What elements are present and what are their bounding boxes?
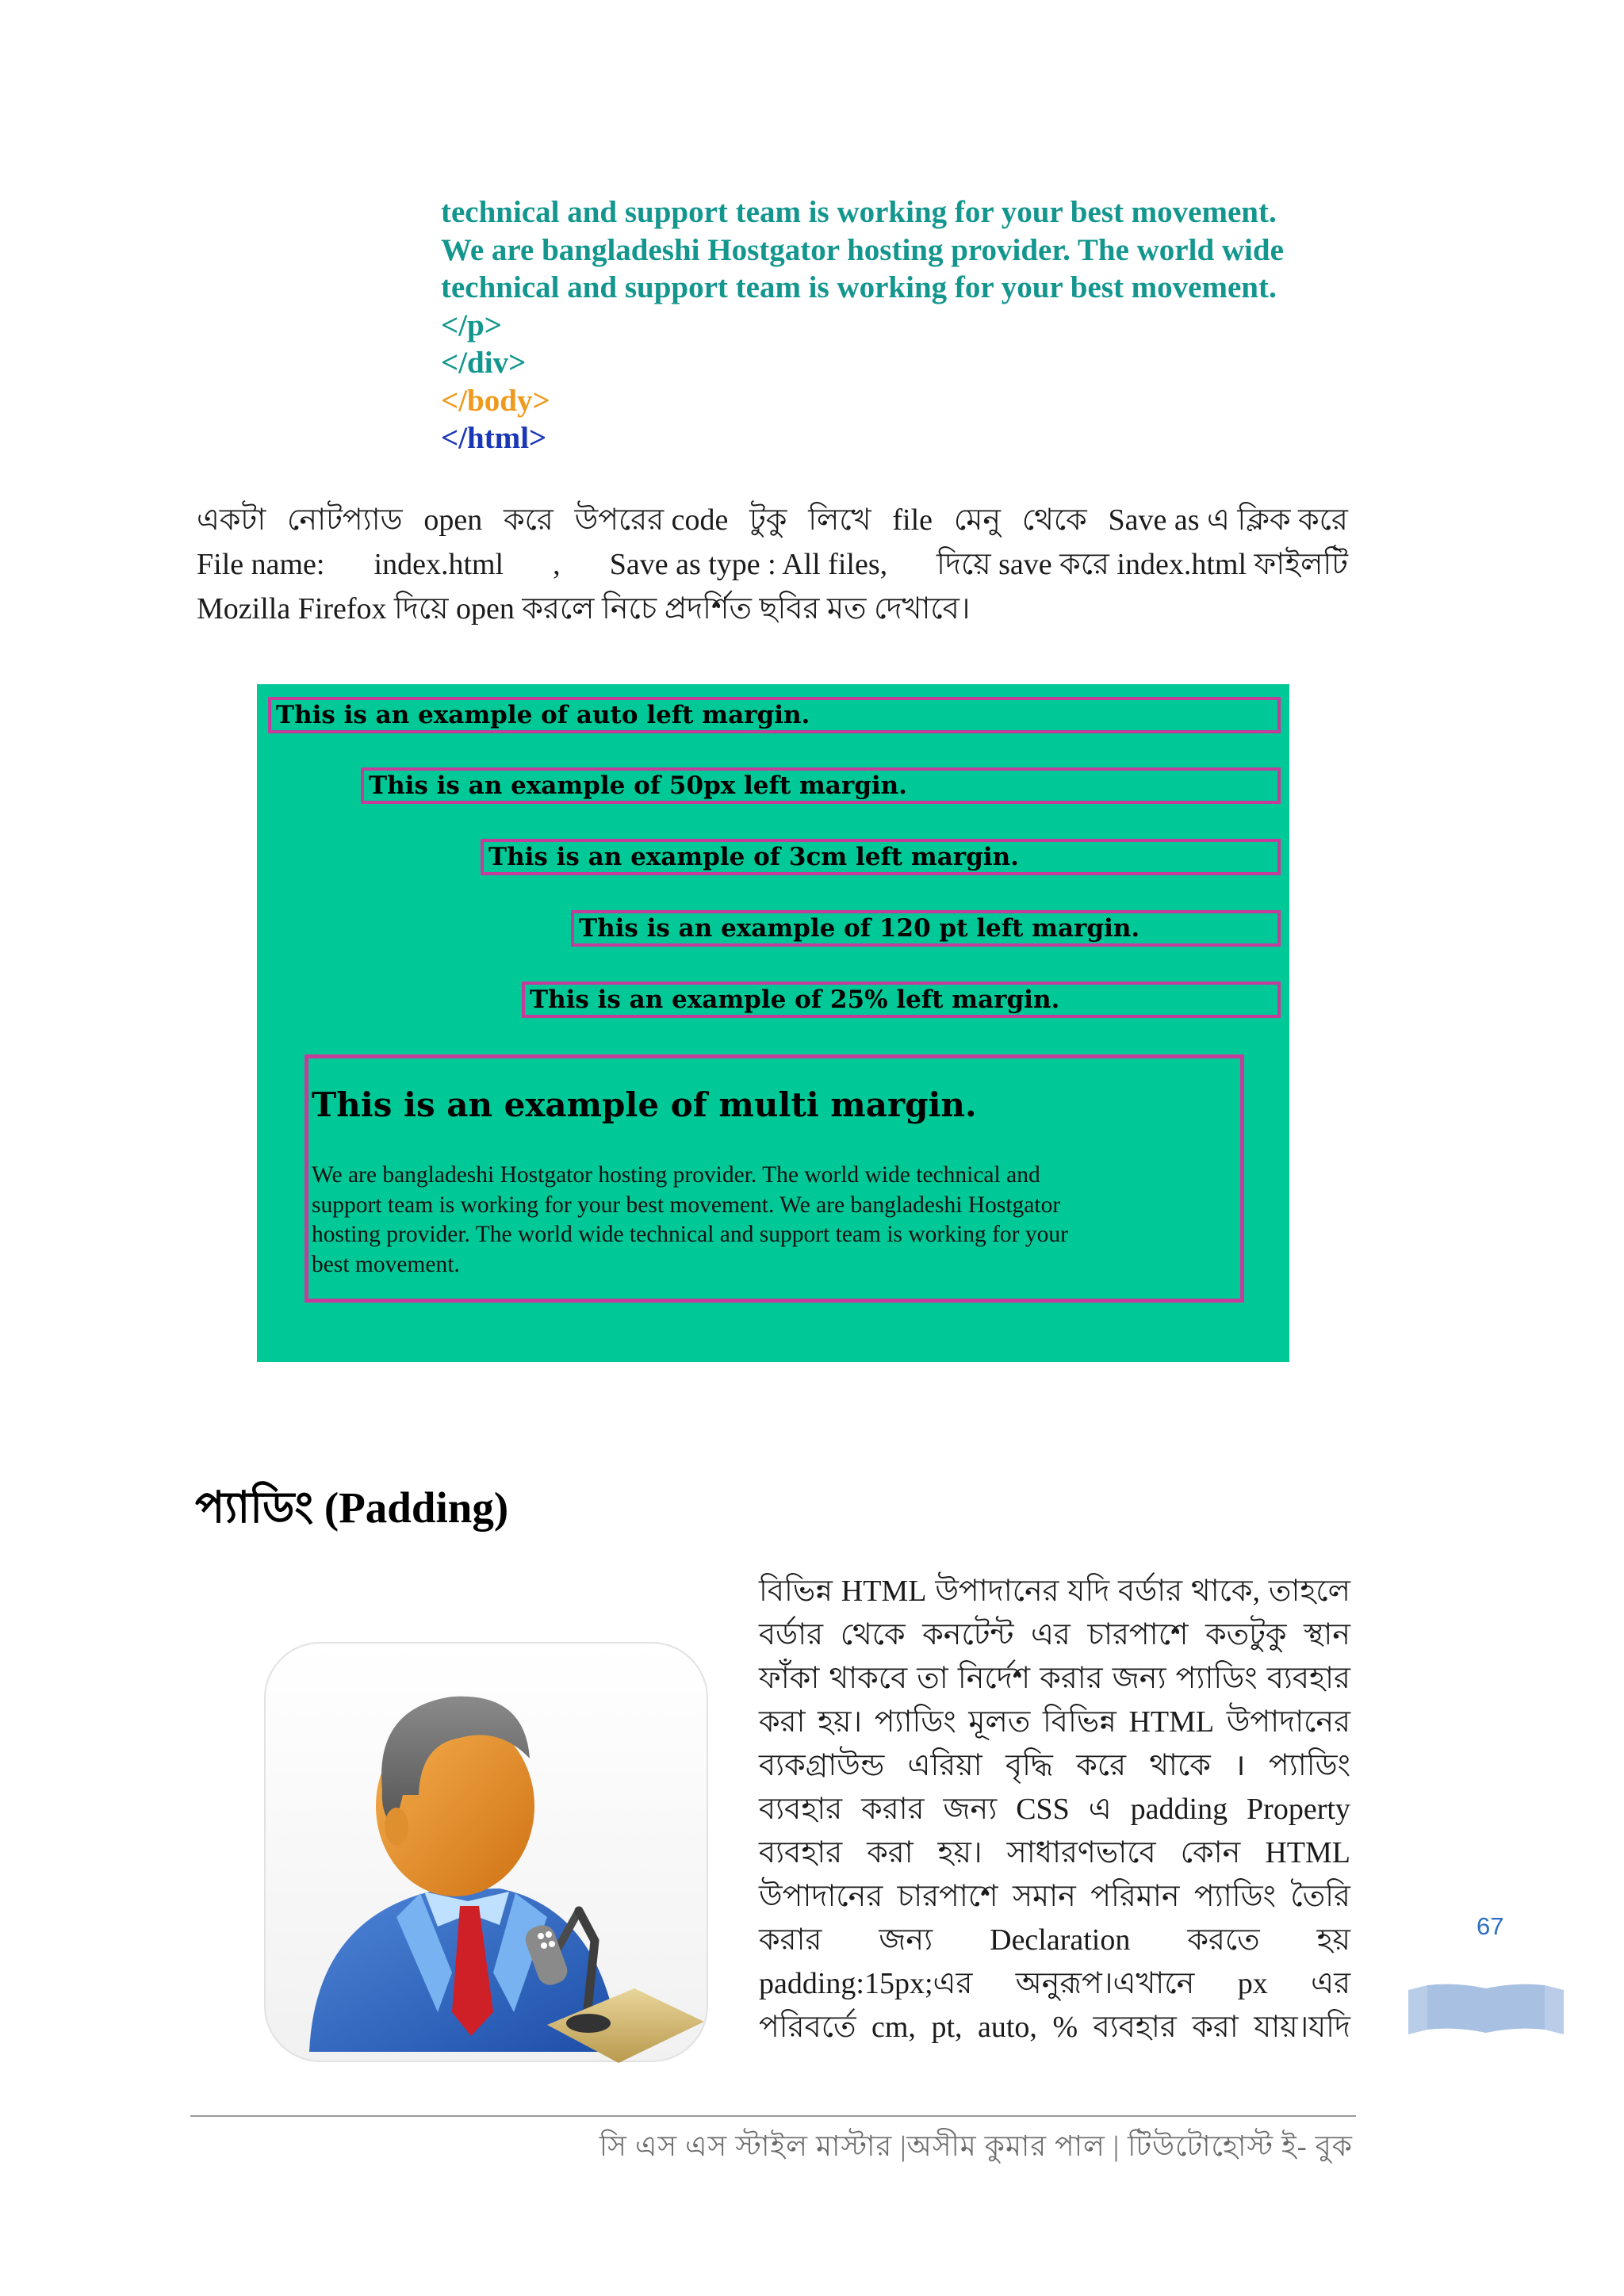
speaker-illustration <box>262 1640 710 2064</box>
cm-margin-box: This is an example of 3cm left margin. <box>481 839 1281 875</box>
code-line: We are bangladeshi Hostgator hosting provider. The world wide <box>441 232 1284 267</box>
code-line: technical and support team is working for your best movement. <box>441 270 1277 304</box>
paragraph-line: বর্ডার থেকে কনটেন্ট এর চারপাশে কতটুকু স্থান <box>759 1618 1350 1651</box>
section-heading: প্যাডিং (Padding) <box>195 1483 509 1532</box>
paragraph-line: ব্যবহার করা হয়। সাধারণভাবে কোন HTML <box>759 1836 1350 1869</box>
paragraph-line: করা হয়। প্যাডিং মূলত বিভিন্ন HTML উপাদানের <box>759 1705 1350 1739</box>
paragraph-line: padding:15px;এর অনুরূপ।এখানে px এর <box>759 1967 1350 2000</box>
footer-text: সি এস এস স্টাইল মাস্টার |অসীম কুমার পাল | টিউটোহোস্ট ই- বুক <box>599 2130 1353 2162</box>
pt-margin-box: This is an example of 120 pt left margin. <box>571 910 1281 947</box>
code-line: technical and support team is working for your best movement. <box>441 195 1277 229</box>
paragraph-line: ফাঁকা থাকবে তা নির্দেশ করার জন্য প্যাডিং ব্যবহার <box>759 1662 1350 1695</box>
margin-demo-screenshot <box>257 684 1289 1362</box>
code-line: </body> <box>441 383 550 418</box>
paragraph-line: বিভিন্ন HTML উপাদানের যদি বর্ডার থাকে, তাহলে <box>759 1575 1350 1608</box>
percent-margin-box: This is an example of 25% left margin. <box>522 982 1281 1018</box>
code-line: </html> <box>441 421 547 455</box>
paragraph-line: Mozilla Firefox দিয়ে open করলে নিচে প্রদর্শিত ছবির মত দেখাবে। <box>197 592 971 626</box>
multi-margin-text: We are bangladeshi Hostgator hosting provider. The world wide technical and support team is working for your best movement. We are bangladeshi Hostgator hosting provider. The world wide technical and support team is working for your best movement. <box>312 1162 1068 1277</box>
paragraph-line: ব্যকগ্রাউন্ড এরিয়া বৃদ্ধি করে থাকে । প্যাডিং <box>759 1749 1350 1782</box>
page-number: 67 <box>1477 1912 1504 1940</box>
footer-divider <box>190 2115 1356 2117</box>
instructions-paragraph <box>197 498 1348 631</box>
paragraph-line: একটা নোটপ্যাড open করে উপরের code টুকু লিখে file মেনু থেকে Save as এ ক্লিক করে <box>197 503 1348 537</box>
paragraph-line: উপাদানের চারপাশে সমান পরিমান প্যাডিং তৈরি <box>759 1880 1350 1913</box>
padding-paragraph <box>759 1570 1350 2049</box>
paragraph-line: পরিবর্তে cm, pt, auto, % ব্যবহার করা যায়।যদি <box>759 2011 1350 2044</box>
paragraph-line: করার জন্য Declaration করতে হয় <box>759 1923 1350 1957</box>
code-line: </p> <box>441 308 502 342</box>
paragraph-line: File name: index.html , Save as type : All files, দিয়ে save করে index.html ফাইলটি <box>197 548 1348 581</box>
px-margin-box: This is an example of 50px left margin. <box>361 767 1281 804</box>
multi-margin-heading: This is an example of multi margin. <box>312 1085 977 1124</box>
paragraph-line: ব্যবহার করার জন্য CSS এ padding Property <box>759 1793 1350 1826</box>
auto-margin-box: This is an example of auto left margin. <box>268 697 1281 733</box>
code-line: </div> <box>441 346 527 380</box>
code-snippet <box>441 193 1392 457</box>
ribbon-banner-icon <box>1408 1980 1564 2039</box>
multi-margin-box <box>304 1054 1244 1303</box>
